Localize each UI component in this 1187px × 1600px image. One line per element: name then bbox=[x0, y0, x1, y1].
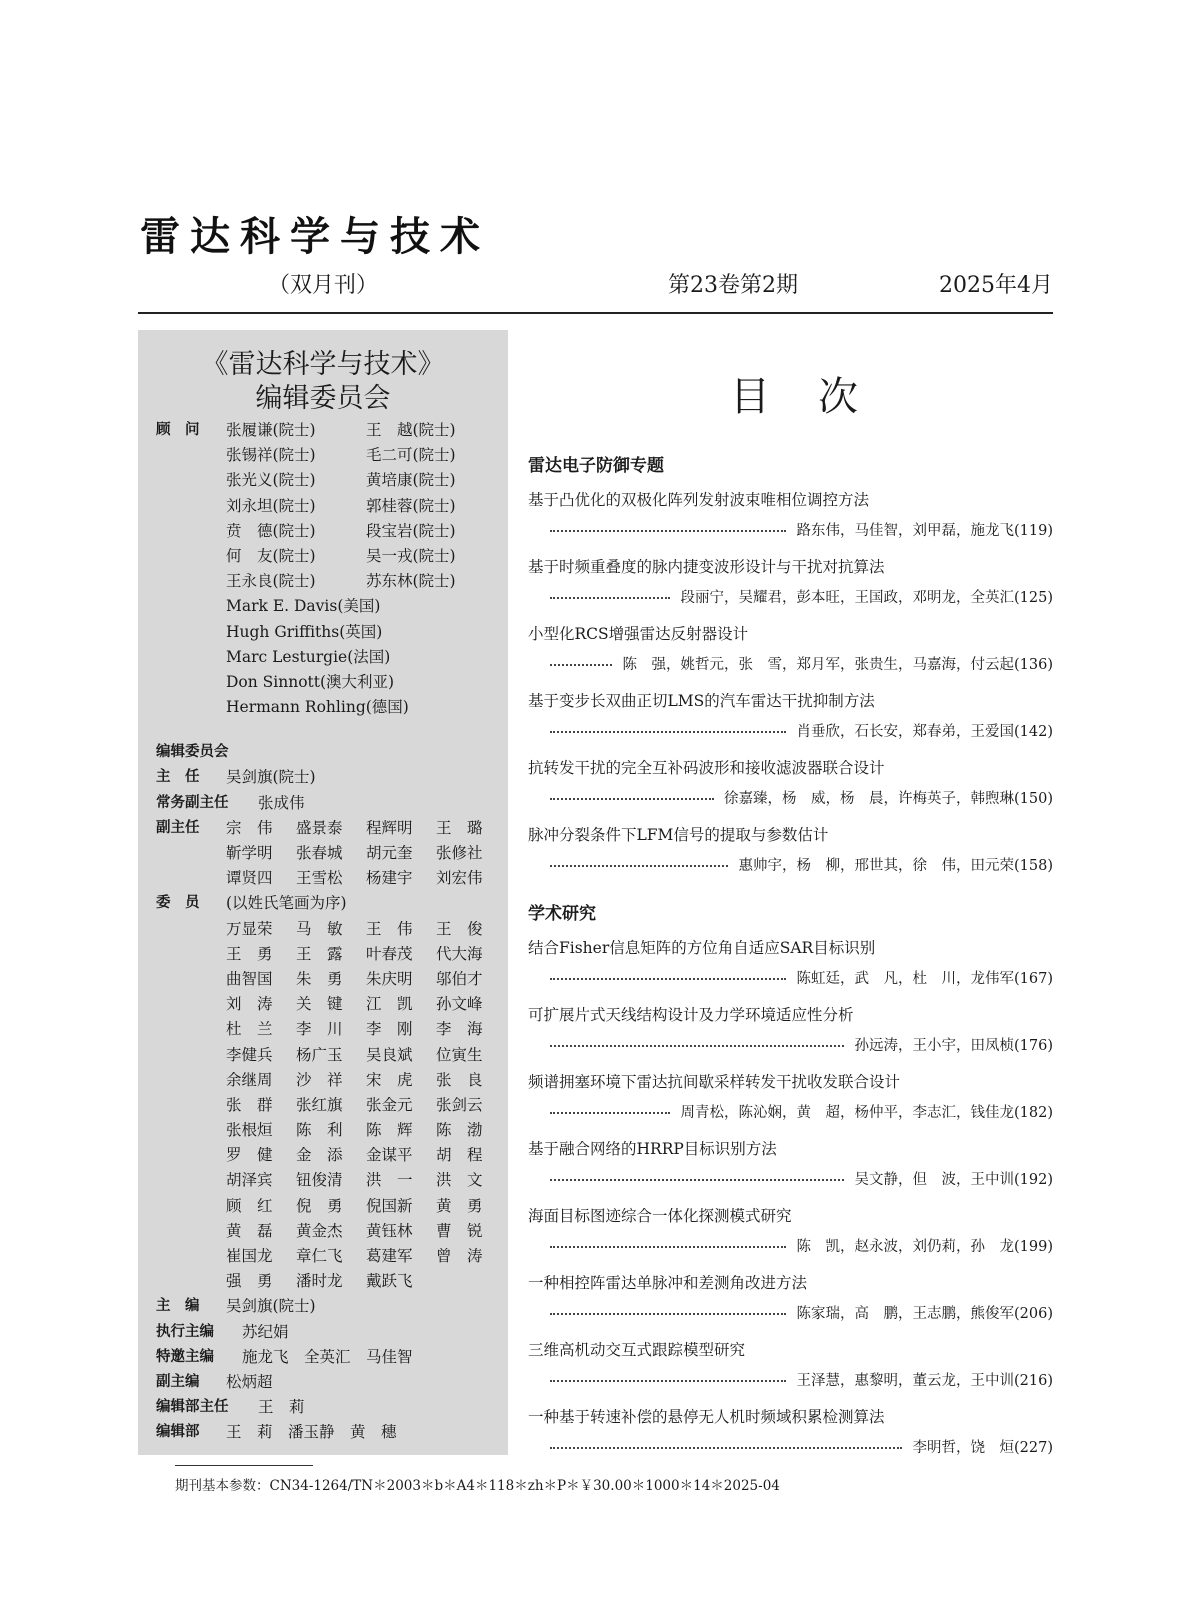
leader-dots bbox=[550, 1313, 786, 1315]
toc-entry-authors: 周青松，陈沁娴，黄 超，杨仲平，李志汇，钱佳龙(182) bbox=[680, 1105, 1053, 1121]
toc-entry-authors: 吴文静，但 波，王中训(192) bbox=[854, 1172, 1053, 1188]
board-member-name: 杨广玉 bbox=[296, 1045, 343, 1064]
board-row bbox=[156, 1345, 498, 1370]
board-member-name: 刘永坦(院士) bbox=[226, 496, 316, 515]
board-role-label: 副主任 bbox=[156, 819, 200, 836]
leader-dots bbox=[550, 1112, 670, 1114]
board-member-name: 葛建军 bbox=[366, 1247, 413, 1265]
board-member-name: 刘宏伟 bbox=[436, 869, 483, 888]
toc-entry-title: 抗转发干扰的完全互补码波形和接收滤波器联合设计 bbox=[528, 759, 885, 777]
toc-heading: 目次 bbox=[730, 374, 906, 420]
toc-entry-title: 一种基于转速补偿的悬停无人机时频域积累检测算法 bbox=[528, 1408, 885, 1426]
board-row bbox=[156, 1143, 498, 1168]
toc-entry-authors: 王泽慧，惠黎明，董云龙，王中训(216) bbox=[796, 1373, 1053, 1389]
board-role-label: 常务副主任 bbox=[156, 794, 229, 811]
board-member-name: 黄培康(院士) bbox=[366, 471, 456, 490]
board-row bbox=[156, 569, 498, 594]
toc-entry-authors: 陈家瑞，高 鹏，王志鹏，熊俊军(206) bbox=[796, 1306, 1053, 1322]
board-title-line2: 编辑委员会 bbox=[255, 383, 391, 414]
issue-date: 2025年4月 bbox=[939, 273, 1053, 298]
board-member-name: 崔国龙 bbox=[226, 1247, 273, 1265]
board-row bbox=[156, 866, 498, 891]
board-row bbox=[156, 1269, 498, 1294]
editorial-board-panel bbox=[138, 330, 508, 1455]
board-member-name: 黄金杰 bbox=[296, 1221, 343, 1240]
toc-entry bbox=[528, 685, 1053, 752]
board-member-name: 张金元 bbox=[366, 1095, 413, 1114]
masthead-divider bbox=[138, 312, 1053, 314]
toc-entry-byline bbox=[528, 964, 1053, 994]
board-member-name: Mark E. Davis(美国) bbox=[226, 597, 381, 616]
board-member-name: 曲智国 bbox=[226, 969, 273, 988]
toc-entry-byline bbox=[528, 851, 1053, 881]
board-member-name: 孙文峰 bbox=[436, 995, 483, 1014]
board-member-name: 何 友(院士) bbox=[226, 546, 316, 565]
board-member-name: 洪 一 bbox=[366, 1171, 413, 1190]
leader-dots bbox=[550, 1447, 902, 1449]
board-member-name: 张锡祥(院士) bbox=[226, 446, 316, 465]
board-row bbox=[156, 1043, 498, 1068]
toc-entry-byline bbox=[528, 1031, 1053, 1061]
board-member-name: Marc Lesturgie(法国) bbox=[226, 647, 391, 666]
board-member-name: 罗 健 bbox=[226, 1146, 273, 1165]
board-member-name: 刘 涛 bbox=[226, 995, 273, 1014]
toc-entry-byline bbox=[528, 583, 1053, 613]
toc-section-title: 学术研究 bbox=[528, 904, 596, 924]
leader-dots bbox=[550, 1179, 844, 1181]
board-member-name: 王 伟 bbox=[366, 919, 413, 938]
board-member-name: 段宝岩(院士) bbox=[366, 521, 456, 540]
board-row bbox=[156, 1219, 498, 1244]
toc-entry-title: 基于变步长双曲正切LMS的汽车雷达干扰抑制方法 bbox=[528, 692, 875, 710]
leader-dots bbox=[550, 865, 728, 867]
board-member-name: 张履谦(院士) bbox=[226, 421, 316, 439]
toc-entry bbox=[528, 1133, 1053, 1200]
board-member-name: 郭桂蓉(院士) bbox=[366, 496, 456, 515]
board-role-label: 特邀主编 bbox=[156, 1348, 214, 1365]
footer-divider bbox=[175, 1465, 313, 1466]
board-member-name: 杜 兰 bbox=[226, 1020, 273, 1039]
toc-entry-byline bbox=[528, 1165, 1053, 1195]
board-member-name: 沙 祥 bbox=[296, 1070, 343, 1089]
board-member-name: 张红旗 bbox=[296, 1095, 343, 1114]
toc-entry-title: 小型化RCS增强雷达反射器设计 bbox=[528, 625, 749, 643]
toc-entry-title: 基于融合网络的HRRP目标识别方法 bbox=[528, 1140, 777, 1158]
board-member-name: 李 海 bbox=[436, 1020, 483, 1039]
board-member-name: 朱 勇 bbox=[296, 969, 343, 988]
board-member-name: 王 莉 bbox=[258, 1398, 305, 1417]
board-member-name: 代大海 bbox=[436, 944, 483, 963]
board-member-name: 陈 利 bbox=[296, 1121, 343, 1140]
leader-dots bbox=[550, 664, 612, 666]
board-role-label: 执行主编 bbox=[156, 1323, 214, 1340]
toc-entry-byline bbox=[528, 1232, 1053, 1262]
board-role-label: 编辑部 bbox=[156, 1424, 200, 1441]
board-row bbox=[156, 891, 498, 916]
board-member-name: 张春城 bbox=[296, 844, 343, 862]
board-member-name: 程辉明 bbox=[366, 818, 413, 837]
board-row bbox=[156, 1194, 498, 1219]
board-member-name: 胡元奎 bbox=[366, 844, 413, 862]
toc-entry bbox=[528, 999, 1053, 1066]
toc-entry-title: 频谱拥塞环境下雷达抗间歇采样转发干扰收发联合设计 bbox=[528, 1073, 901, 1091]
board-row bbox=[156, 594, 498, 619]
board-row bbox=[156, 791, 498, 816]
board-member-name: 曾 涛 bbox=[436, 1247, 483, 1265]
board-member-name: 吴剑旗(院士) bbox=[226, 1297, 316, 1316]
board-member-name: 曹 锐 bbox=[436, 1221, 483, 1240]
table-of-contents bbox=[528, 448, 1053, 1468]
toc-entry bbox=[528, 618, 1053, 685]
board-member-name: 金谋平 bbox=[366, 1146, 413, 1165]
toc-entry bbox=[528, 484, 1053, 551]
board-member-name: 王 露 bbox=[296, 944, 343, 963]
toc-entry-title: 基于凸优化的双极化阵列发射波束唯相位调控方法 bbox=[528, 491, 870, 509]
toc-entry-byline bbox=[528, 1433, 1053, 1463]
board-member-name: 王 璐 bbox=[436, 818, 483, 837]
board-member-name: 宋 虎 bbox=[366, 1070, 413, 1089]
board-row bbox=[156, 695, 498, 720]
toc-entry-byline bbox=[528, 717, 1053, 747]
toc-section-title: 雷达电子防御专题 bbox=[528, 456, 664, 476]
board-row bbox=[156, 967, 498, 992]
toc-entry bbox=[528, 551, 1053, 618]
board-member-name: 倪国新 bbox=[366, 1196, 413, 1215]
board-row bbox=[156, 1320, 498, 1345]
board-member-name: 王 莉 潘玉静 黄 穗 bbox=[226, 1423, 397, 1442]
board-member-name: 顾 红 bbox=[226, 1196, 273, 1215]
board-list bbox=[156, 418, 498, 1446]
board-member-name: 盛景泰 bbox=[296, 818, 343, 837]
board-row bbox=[156, 1420, 498, 1445]
journal-parameters: 期刊基本参数：CN34-1264/TN＊2003＊b＊A4＊118＊zh＊P＊￥30.00＊1000＊14＊2025-04 bbox=[175, 1478, 780, 1494]
board-member-name: 苏东林(院士) bbox=[366, 572, 456, 591]
toc-entry-byline bbox=[528, 1098, 1053, 1128]
toc-section-gap bbox=[528, 886, 1053, 896]
toc-entry-title: 脉冲分裂条件下LFM信号的提取与参数估计 bbox=[528, 826, 829, 844]
toc-entry-authors: 段丽宁，吴耀君，彭本旺，王国政，邓明龙，全英汇(125) bbox=[680, 590, 1053, 606]
members-note: (以姓氏笔画为序) bbox=[226, 894, 347, 913]
leader-dots bbox=[550, 1045, 844, 1047]
board-row bbox=[156, 443, 498, 468]
board-member-name: 李 刚 bbox=[366, 1020, 413, 1039]
board-member-name: 张修社 bbox=[436, 844, 483, 862]
board-member-name: 张剑云 bbox=[436, 1095, 483, 1114]
board-role-label: 副主编 bbox=[156, 1373, 200, 1390]
board-member-name: 靳学明 bbox=[226, 844, 273, 862]
toc-entry-authors: 肖垂欣，石长安，郑春弟，王爱国(142) bbox=[796, 724, 1053, 740]
board-member-name: Hugh Griffiths(英国) bbox=[226, 622, 383, 641]
leader-dots bbox=[550, 798, 714, 800]
toc-entry bbox=[528, 1267, 1053, 1334]
board-member-name: 苏纪娟 bbox=[242, 1322, 289, 1341]
toc-entry bbox=[528, 752, 1053, 819]
board-title bbox=[138, 348, 508, 416]
toc-entry-authors: 孙远涛，王小宇，田凤桢(176) bbox=[854, 1038, 1053, 1054]
board-row bbox=[156, 544, 498, 569]
board-member-name: 张根烜 bbox=[226, 1121, 273, 1140]
board-member-name: 张 良 bbox=[436, 1070, 483, 1089]
toc-entry-authors: 陈 凯，赵永波，刘仍莉，孙 龙(199) bbox=[796, 1239, 1053, 1255]
toc-entry-title: 可扩展片式天线结构设计及力学环境适应性分析 bbox=[528, 1006, 854, 1024]
board-member-name: 潘时龙 bbox=[296, 1272, 343, 1291]
board-member-name: 张 群 bbox=[226, 1095, 273, 1114]
leader-dots bbox=[550, 978, 786, 980]
board-member-name: 吴一戎(院士) bbox=[366, 546, 456, 565]
leader-dots bbox=[550, 731, 786, 733]
board-member-name: 江 凯 bbox=[366, 995, 413, 1014]
toc-entry-authors: 徐嘉臻，杨 威，杨 晨，许梅英子，韩煦琳(150) bbox=[724, 791, 1053, 807]
board-member-name: 关 键 bbox=[296, 995, 343, 1014]
board-role-label: 主 编 bbox=[156, 1298, 200, 1315]
board-member-name: 戴跃飞 bbox=[366, 1272, 413, 1291]
board-row bbox=[156, 942, 498, 967]
toc-entry-title: 基于时频重叠度的脉内捷变波形设计与干扰对抗算法 bbox=[528, 558, 885, 576]
toc-entry-title: 三维高机动交互式跟踪模型研究 bbox=[528, 1341, 746, 1359]
toc-entry-byline bbox=[528, 1366, 1053, 1396]
board-member-name: 胡泽宾 bbox=[226, 1171, 273, 1190]
board-row bbox=[156, 917, 498, 942]
board-member-name: 王永良(院士) bbox=[226, 572, 316, 591]
toc-entry-authors: 路东伟，马佳智，刘甲磊，施龙飞(119) bbox=[796, 523, 1053, 539]
leader-dots bbox=[550, 530, 786, 532]
board-member-name: 王 俊 bbox=[436, 919, 483, 938]
toc-entry-authors: 李明哲，饶 烜(227) bbox=[912, 1440, 1053, 1456]
board-member-name: 洪 文 bbox=[436, 1171, 483, 1190]
board-member-name: 毛二可(院士) bbox=[366, 446, 456, 465]
board-member-name: 叶春茂 bbox=[366, 944, 413, 963]
toc-entry-authors: 惠帅宇，杨 柳，邢世其，徐 伟，田元荣(158) bbox=[738, 858, 1053, 874]
toc-entry-byline bbox=[528, 516, 1053, 546]
board-member-name: 钮俊清 bbox=[296, 1171, 343, 1190]
toc-entry bbox=[528, 1200, 1053, 1267]
board-member-name: 松炳超 bbox=[226, 1372, 273, 1391]
board-member-name: 张成伟 bbox=[258, 793, 305, 812]
board-member-name: 王 勇 bbox=[226, 944, 273, 963]
board-member-name: 谭贤四 bbox=[226, 869, 273, 888]
toc-entry-title: 一种相控阵雷达单脉冲和差测角改进方法 bbox=[528, 1274, 808, 1292]
board-member-name: 张光义(院士) bbox=[226, 471, 316, 490]
board-member-name: 章仁飞 bbox=[296, 1247, 343, 1265]
leader-dots bbox=[550, 1246, 786, 1248]
board-member-name: 余继周 bbox=[226, 1070, 273, 1089]
board-row bbox=[156, 418, 498, 443]
board-member-name: 万显荣 bbox=[226, 919, 273, 938]
board-row bbox=[156, 816, 498, 841]
toc-entry bbox=[528, 1401, 1053, 1468]
board-member-name: 王雪松 bbox=[296, 869, 343, 888]
leader-dots bbox=[550, 1380, 786, 1382]
board-row bbox=[156, 1093, 498, 1118]
masthead-subtitle-row bbox=[138, 268, 1053, 302]
board-role-label: 编辑部主任 bbox=[156, 1399, 229, 1416]
toc-entry-authors: 陈 强，姚哲元，张 雪，郑月军，张贵生，马嘉海，付云起(136) bbox=[622, 657, 1053, 673]
toc-entry-byline bbox=[528, 784, 1053, 814]
board-member-name: 李 川 bbox=[296, 1020, 343, 1039]
board-row bbox=[156, 1017, 498, 1042]
board-member-name: Don Sinnott(澳大利亚) bbox=[226, 672, 395, 691]
board-row bbox=[156, 620, 498, 645]
toc-entry-byline bbox=[528, 1299, 1053, 1329]
board-member-name: 黄 磊 bbox=[226, 1221, 273, 1240]
board-title-line1: 《雷达科学与技术》 bbox=[201, 349, 445, 380]
board-row bbox=[156, 765, 498, 790]
board-member-name: 吴剑旗(院士) bbox=[226, 768, 316, 787]
board-member-name: 金 添 bbox=[296, 1146, 343, 1165]
board-member-name: 陈 渤 bbox=[436, 1121, 483, 1140]
board-spacer bbox=[156, 720, 498, 740]
board-row bbox=[156, 992, 498, 1017]
board-row bbox=[156, 1118, 498, 1143]
board-row bbox=[156, 1168, 498, 1193]
board-member-name: 王 越(院士) bbox=[366, 421, 456, 439]
board-member-name: 胡 程 bbox=[436, 1146, 483, 1165]
board-member-name: 李健兵 bbox=[226, 1045, 273, 1064]
toc-entry bbox=[528, 819, 1053, 886]
toc-entry bbox=[528, 1066, 1053, 1133]
toc-entry-byline bbox=[528, 650, 1053, 680]
board-row bbox=[156, 468, 498, 493]
journal-title: 雷达科学与技术 bbox=[140, 213, 490, 260]
journal-frequency: （双月刊） bbox=[268, 273, 379, 298]
board-member-name: 邬伯才 bbox=[436, 969, 483, 988]
board-member-name: 黄 勇 bbox=[436, 1196, 483, 1215]
toc-entry bbox=[528, 932, 1053, 999]
board-member-name: 马 敏 bbox=[296, 919, 343, 938]
board-role-label: 主 任 bbox=[156, 769, 200, 786]
board-member-name: 施龙飞 全英汇 马佳智 bbox=[242, 1347, 413, 1366]
board-member-name: 强 勇 bbox=[226, 1272, 273, 1291]
board-member-name: 朱庆明 bbox=[366, 969, 413, 988]
toc-entry-title: 海面目标图迹综合一体化探测模式研究 bbox=[528, 1207, 792, 1225]
board-member-name: 贲 德(院士) bbox=[226, 521, 316, 540]
board-row bbox=[156, 1370, 498, 1395]
board-role-label: 顾 问 bbox=[156, 422, 200, 438]
board-member-name: 宗 伟 bbox=[226, 818, 273, 837]
toc-entry bbox=[528, 1334, 1053, 1401]
board-row bbox=[156, 670, 498, 695]
board-row bbox=[156, 645, 498, 670]
board-role-label: 委 员 bbox=[156, 895, 200, 912]
leader-dots bbox=[550, 597, 670, 599]
board-row bbox=[156, 841, 498, 866]
board-member-name: 黄钰林 bbox=[366, 1221, 413, 1240]
board-member-name: 杨建宇 bbox=[366, 869, 413, 888]
board-row bbox=[156, 1068, 498, 1093]
board-row bbox=[156, 1395, 498, 1420]
issue-number: 第23卷第2期 bbox=[668, 273, 798, 298]
board-member-name: Hermann Rohling(德国) bbox=[226, 698, 409, 717]
board-row bbox=[156, 1294, 498, 1319]
board-member-name: 陈 辉 bbox=[366, 1121, 413, 1140]
board-member-name: 位寅生 bbox=[436, 1045, 483, 1064]
board-row bbox=[156, 494, 498, 519]
board-row bbox=[156, 519, 498, 544]
board-member-name: 倪 勇 bbox=[296, 1196, 343, 1215]
toc-entry-authors: 陈虹廷，武 凡，杜 川，龙伟军(167) bbox=[796, 971, 1053, 987]
board-member-name: 吴良斌 bbox=[366, 1045, 413, 1064]
committee-label: 编辑委员会 bbox=[156, 744, 229, 761]
toc-entry-title: 结合Fisher信息矩阵的方位角自适应SAR目标识别 bbox=[528, 939, 876, 957]
board-row bbox=[156, 1244, 498, 1269]
